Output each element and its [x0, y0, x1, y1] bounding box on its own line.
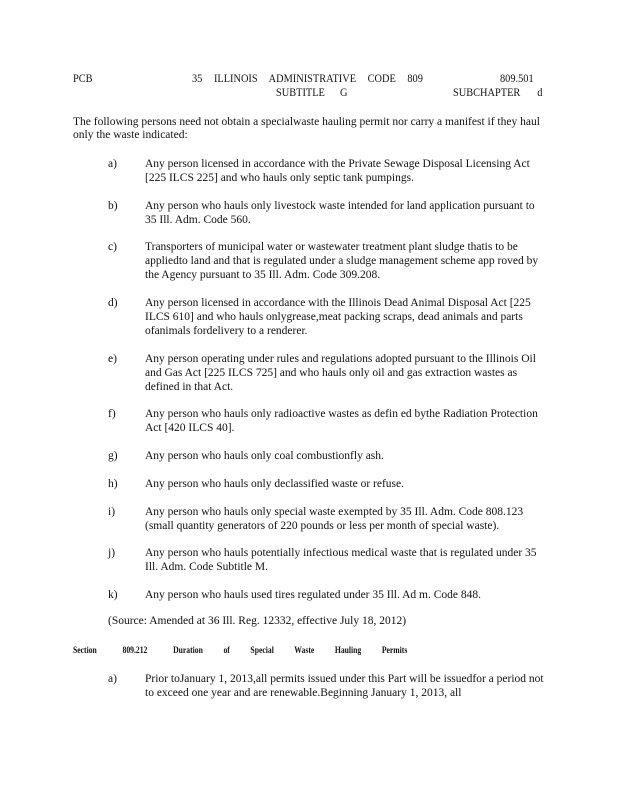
section-item-a	[108, 672, 548, 700]
section-heading	[73, 645, 431, 655]
list-item-f	[108, 407, 548, 435]
item-label: i)	[108, 506, 116, 518]
item-label: k)	[108, 589, 118, 601]
list-item-j	[108, 546, 548, 574]
item-label: j)	[108, 547, 116, 559]
item-text: Any person who hauls only coal combustionfly ash.	[145, 450, 384, 462]
header-right-line2: SUBCHAPTER d	[453, 87, 543, 99]
list-item-e	[108, 352, 548, 394]
section-word: Section	[73, 645, 97, 655]
item-text: Any person who hauls only livestock waste intended for land application pursuant to 35 Ill. Adm. Code 560.	[145, 200, 535, 226]
item-text: Any person operating under rules and regulations adopted pursuant to the Illinois Oil and Gas Act [225 ILCS 725] and who hauls only oil and gas extraction wastes as defined in that Act.	[145, 353, 536, 393]
item-label: c)	[108, 241, 117, 253]
item-text: Prior toJanuary 1, 2013,all permits issued under this Part will be issuedfor a period not to exceed one year and are renewable.Beginning January 1, 2013, all	[145, 673, 544, 699]
header-right-line1: 809.501	[500, 73, 534, 85]
item-text: Any person who hauls used tires regulated under 35 Ill. Ad m. Code 848.	[145, 589, 481, 601]
list-item-i	[108, 505, 548, 533]
item-text: Any person licensed in accordance with the Private Sewage Disposal Licensing Act [225 ILCS 225] and who hauls only septic tank pumpings.	[145, 158, 530, 184]
header-center-line2: SUBTITLE G	[276, 87, 348, 99]
list-item-a	[108, 157, 548, 185]
item-label: d)	[108, 297, 118, 309]
item-label: f)	[108, 408, 116, 420]
list-item-k	[108, 588, 548, 602]
item-label: g)	[108, 450, 118, 462]
item-text: Any person who hauls only radioactive wastes as defin ed bythe Radiation Protection Act [420 ILCS 40].	[145, 408, 538, 434]
list-item-g	[108, 449, 548, 463]
section-number: 809.212	[122, 645, 148, 655]
intro-paragraph: The following persons need not obtain a specialwaste hauling permit nor carry a manifest if they haul only the waste indicated:	[73, 116, 540, 141]
item-label: h)	[108, 478, 118, 490]
list-item-b	[108, 199, 548, 227]
item-label: a)	[108, 673, 117, 685]
header-left: PCB	[73, 73, 93, 85]
source-note: (Source: Amended at 36 Ill. Reg. 12332, effective July 18, 2012)	[108, 615, 407, 627]
header-center-line1: 35 ILLINOIS ADMINISTRATIVE CODE 809	[192, 73, 423, 85]
item-text: Any person who hauls potentially infectious medical waste that is regulated under 35 Ill. Adm. Code Subtitle M.	[145, 547, 537, 573]
item-text: Any person licensed in accordance with the Illinois Dead Animal Disposal Act [225 ILCS 610] and who hauls onlygrease,meat packing scraps, dead animals and parts ofanimals fordelivery to a renderer.	[145, 297, 531, 337]
section-title: Duration of Special Waste Hauling Permits	[173, 645, 408, 655]
item-text: Any person who hauls only special waste exempted by 35 Ill. Adm. Code 808.123 (small quantity generators of 220 pounds or less per month of special waste).	[145, 506, 524, 532]
list-item-d	[108, 296, 548, 338]
list-item-c	[108, 240, 548, 282]
list-item-h	[108, 477, 548, 491]
item-label: b)	[108, 200, 118, 212]
item-label: e)	[108, 353, 117, 365]
item-text: Any person who hauls only declassified waste or refuse.	[145, 478, 405, 490]
item-text: Transporters of municipal water or wastewater treatment plant sludge thatis to be appliedto land and that is regulated under a sludge management scheme app roved by the Agency pursuant to 35 Ill. Adm. Code 309.208.	[145, 241, 539, 281]
item-label: a)	[108, 158, 117, 170]
